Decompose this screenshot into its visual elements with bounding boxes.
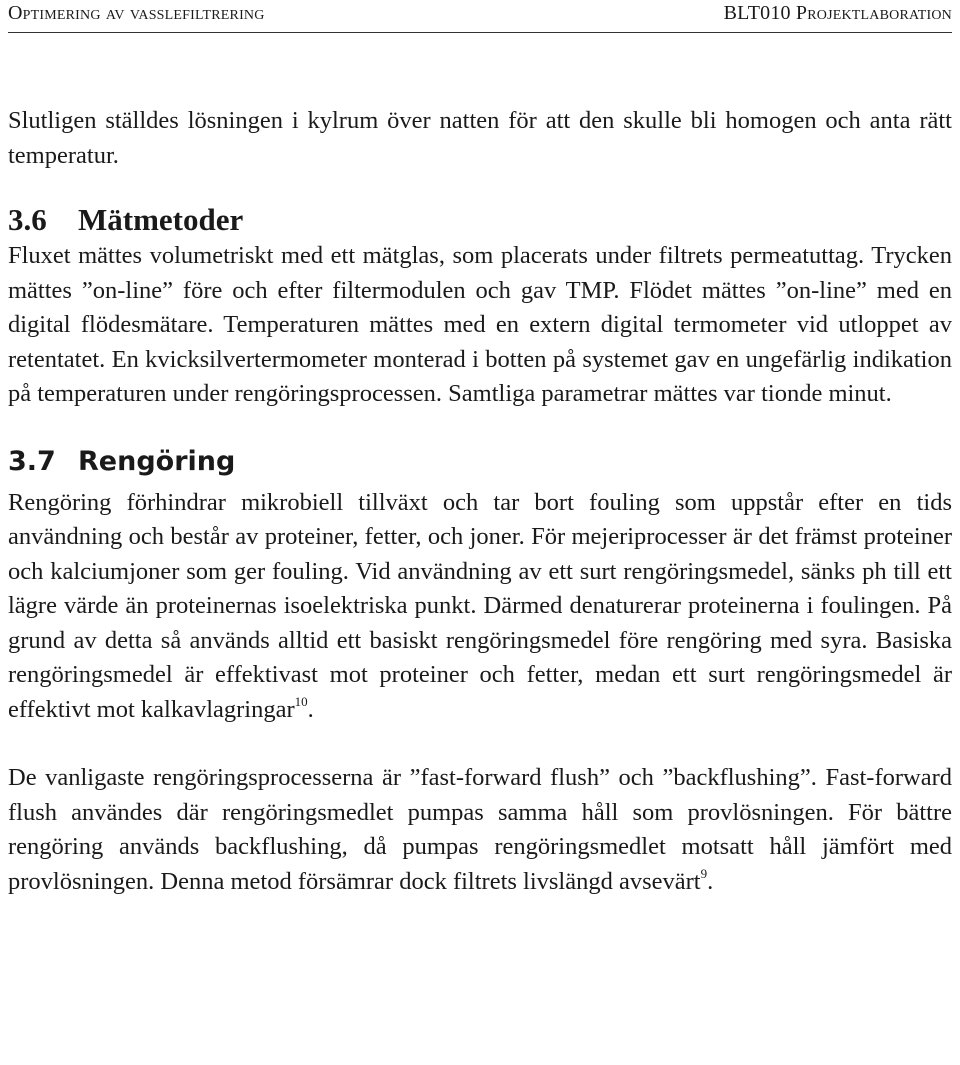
section-title: Rengöring [78,445,236,477]
rengoring-paragraph-1 [8,486,952,728]
rengoring-paragraph-2 [8,761,952,899]
footnote-reference[interactable]: 10 [294,693,308,709]
paragraph-end: . [307,695,314,723]
running-header [8,0,952,33]
intro-paragraph: Slutligen ställdes lösningen i kylrum över natten för att den skulle bli homogen och anta rätt temperatur. [8,107,952,169]
page-body [8,104,952,899]
footnote-reference[interactable]: 9 [700,865,708,881]
paragraph-text: Rengöring förhindrar mikrobiell tillväxt och tar bort fouling som uppstår efter en tids användning och består av proteiner, fetter, och joner. För mejeriprocesser är det främst proteiner och kalciumjoner som ger fouling. Vid användning av ett surt rengöringsmedel, sänks ph till ett lägre värde än proteinernas isoelektriska punkt. Därmed denaturerar proteinerna i foulingen. På grund av detta så används alltid ett basiskt rengöringsmedel före rengöring med syra. Basiska rengöringsmedel är effektivast mot proteiner och fetter, medan ett surt rengöringsmedel är effektivt mot kalkavlagringar [8,488,952,723]
paragraph-end: . [707,867,714,895]
section-title: Mätmetoder [78,202,244,237]
section-number: 3.7 [8,445,56,477]
matmetoder-paragraph: Fluxet mättes volumetriskt med ett mätglas, som placerats under filtrets permeatuttag. Trycken mättes ”on-line” före och efter filtermodulen och gav TMP. Flödet mättes ”on-line” med en digital flödesmätare. Temperaturen mättes med en extern digital termometer vid utloppet av retentatet. En kvicksilvertermometer monterad i botten på systemet gav en ungefärlig indikation på temperaturen under rengöringsprocessen. Samtliga parametrar mättes var tionde minut. [8,242,952,407]
paragraph-text: De vanligaste rengöringsprocesserna är ”fast-forward flush” och ”backflushing”. Fast-forward flush användes där rengöringsmedlet pumpas samma håll som provlösningen. För bättre rengöring används backflushing, då pumpas rengöringsmedlet motsatt håll jämfört med provlösningen. Denna metod försämrar dock filtrets livslängd avsevärt [8,764,952,895]
header-course-label: BLT010 Projektlaboration [723,2,952,24]
section-number: 3.6 [8,202,47,237]
header-document-title: Optimering av vasslefiltrering [8,2,265,24]
section-heading-rengoring [8,444,952,480]
section-heading-matmetoder [8,201,952,239]
